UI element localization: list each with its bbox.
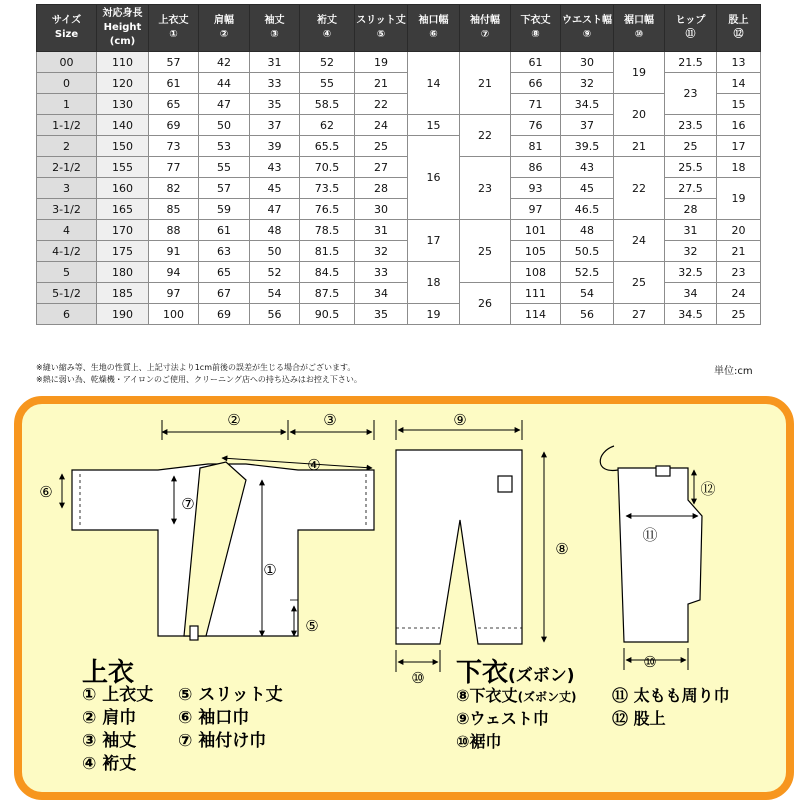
marker-12: ⑫ bbox=[700, 480, 716, 498]
table-cell: 35 bbox=[250, 94, 300, 115]
table-cell: 47 bbox=[199, 94, 250, 115]
legend-item-cuff-width: ⑥ 袖口巾 bbox=[178, 708, 250, 728]
pants-title-main: 下衣 bbox=[456, 658, 509, 688]
table-cell: 63 bbox=[199, 241, 250, 262]
table-cell: 33 bbox=[250, 73, 300, 94]
jacket-drawing bbox=[72, 462, 374, 640]
table-cell: 55 bbox=[199, 157, 250, 178]
table-cell: 81.5 bbox=[300, 241, 355, 262]
pants-patch bbox=[498, 476, 512, 492]
table-cell: 52 bbox=[250, 262, 300, 283]
note-heat: ※熱に弱い為、乾燥機・アイロンのご使用、クリーニング店への持ち込みはお控え下さい。 bbox=[36, 375, 362, 384]
column-header-line: ウエスト幅 bbox=[562, 15, 612, 26]
column-header-line: 袖付幅 bbox=[470, 15, 500, 26]
table-cell: 71 bbox=[511, 94, 561, 115]
column-header-line: Height bbox=[103, 22, 142, 33]
table-cell: 81 bbox=[511, 136, 561, 157]
table-cell: 76 bbox=[511, 115, 561, 136]
column-header-line: ⑤ bbox=[376, 29, 386, 40]
table-cell: 50.5 bbox=[561, 241, 614, 262]
table-cell: 85 bbox=[149, 199, 199, 220]
table-cell: 16 bbox=[408, 136, 460, 220]
table-cell: 39 bbox=[250, 136, 300, 157]
table-cell: 87.5 bbox=[300, 283, 355, 304]
pants-side-outline bbox=[618, 468, 702, 642]
table-cell: 15 bbox=[408, 115, 460, 136]
table-cell: 44 bbox=[199, 73, 250, 94]
table-cell: 97 bbox=[149, 283, 199, 304]
column-header-line: ⑧ bbox=[531, 29, 540, 40]
table-cell: 18 bbox=[408, 262, 460, 304]
table-cell: 86 bbox=[511, 157, 561, 178]
table-cell: 19 bbox=[355, 52, 408, 73]
pants-title-sub: (ズボン) bbox=[508, 666, 575, 686]
marker-5: ⑤ bbox=[305, 617, 319, 635]
table-cell: 94 bbox=[149, 262, 199, 283]
table-cell: 32.5 bbox=[665, 262, 717, 283]
table-cell: 24 bbox=[355, 115, 408, 136]
column-header-line: 肩幅 bbox=[214, 15, 234, 26]
marker-6: ⑥ bbox=[39, 483, 53, 501]
table-cell: 1 bbox=[37, 94, 97, 115]
table-cell: 17 bbox=[717, 136, 761, 157]
table-cell: 155 bbox=[97, 157, 149, 178]
marker-1: ① bbox=[263, 561, 277, 579]
table-cell: 21 bbox=[460, 52, 511, 115]
column-header-line: (cm) bbox=[109, 36, 136, 47]
column-header-line: Size bbox=[54, 29, 79, 40]
table-cell: 105 bbox=[511, 241, 561, 262]
table-cell: 69 bbox=[149, 115, 199, 136]
table-cell: 56 bbox=[561, 304, 614, 325]
pants-legend-col2 bbox=[612, 684, 730, 730]
legend-item-hem-width: ⑩裾巾 bbox=[456, 732, 502, 751]
table-cell: 19 bbox=[614, 52, 665, 94]
table-cell: 43 bbox=[561, 157, 614, 178]
column-header-line: サイズ bbox=[51, 15, 82, 26]
table-cell: 88 bbox=[149, 220, 199, 241]
legend-item-pants-length: ⑧下衣丈(ズボン丈) bbox=[456, 686, 577, 705]
table-cell: 34.5 bbox=[561, 94, 614, 115]
column-header-line: ① bbox=[169, 29, 178, 40]
table-cell: 24 bbox=[717, 283, 761, 304]
table-cell: 65 bbox=[149, 94, 199, 115]
table-cell: 39.5 bbox=[561, 136, 614, 157]
column-header-line: 上衣丈 bbox=[158, 15, 189, 26]
table-cell: 52 bbox=[300, 52, 355, 73]
table-cell: 185 bbox=[97, 283, 149, 304]
table-cell: 57 bbox=[199, 178, 250, 199]
table-cell: 4 bbox=[37, 220, 97, 241]
table-cell: 21 bbox=[717, 241, 761, 262]
marker-2: ② bbox=[227, 411, 241, 429]
table-cell: 65 bbox=[199, 262, 250, 283]
table-cell: 5-1/2 bbox=[37, 283, 97, 304]
table-cell: 2-1/2 bbox=[37, 157, 97, 178]
note-tolerance: ※縫い縮み等、生地の性質上、上記寸法より1cm前後の誤差が生じる場合がございます。 bbox=[36, 363, 356, 372]
column-header-line: ⑥ bbox=[429, 29, 438, 40]
table-cell: 84.5 bbox=[300, 262, 355, 283]
table-cell: 24 bbox=[614, 220, 665, 262]
table-cell: 25 bbox=[665, 136, 717, 157]
table-cell: 170 bbox=[97, 220, 149, 241]
table-cell: 140 bbox=[97, 115, 149, 136]
table-cell: 22 bbox=[614, 157, 665, 220]
table-cell: 54 bbox=[250, 283, 300, 304]
table-cell: 22 bbox=[355, 94, 408, 115]
table-cell: 27.5 bbox=[665, 178, 717, 199]
table-cell: 25 bbox=[614, 262, 665, 304]
table-cell: 70.5 bbox=[300, 157, 355, 178]
table-cell: 25 bbox=[717, 304, 761, 325]
table-cell: 27 bbox=[355, 157, 408, 178]
table-cell: 27 bbox=[614, 304, 665, 325]
table-cell: 100 bbox=[149, 304, 199, 325]
table-cell: 114 bbox=[511, 304, 561, 325]
table-cell: 25 bbox=[460, 220, 511, 283]
pants-legend-col1 bbox=[456, 684, 577, 753]
column-header-line: ⑦ bbox=[480, 29, 490, 40]
table-cell: 160 bbox=[97, 178, 149, 199]
legend-item-sleeve-length: ③ 袖丈 bbox=[82, 731, 137, 751]
table-cell: 57 bbox=[149, 52, 199, 73]
table-cell: 50 bbox=[250, 241, 300, 262]
column-header-line: 下衣丈 bbox=[520, 15, 551, 26]
table-cell: 53 bbox=[199, 136, 250, 157]
table-cell: 14 bbox=[408, 52, 460, 115]
table-cell: 32 bbox=[561, 73, 614, 94]
table-cell: 52.5 bbox=[561, 262, 614, 283]
table-cell: 17 bbox=[408, 220, 460, 262]
marker-3: ③ bbox=[323, 411, 337, 429]
marker-7: ⑦ bbox=[181, 495, 195, 513]
table-cell: 23.5 bbox=[665, 115, 717, 136]
pants-side-cord bbox=[600, 446, 618, 470]
table-cell: 58.5 bbox=[300, 94, 355, 115]
table-cell: 61 bbox=[511, 52, 561, 73]
table-cell: 15 bbox=[717, 94, 761, 115]
table-cell: 46.5 bbox=[561, 199, 614, 220]
table-cell: 56 bbox=[250, 304, 300, 325]
table-cell: 78.5 bbox=[300, 220, 355, 241]
column-header-line: ② bbox=[219, 29, 229, 40]
table-cell: 77 bbox=[149, 157, 199, 178]
table-cell: 73 bbox=[149, 136, 199, 157]
table-cell: 28 bbox=[665, 199, 717, 220]
table-cell: 1-1/2 bbox=[37, 115, 97, 136]
table-cell: 55 bbox=[300, 73, 355, 94]
table-cell: 20 bbox=[717, 220, 761, 241]
table-cell: 130 bbox=[97, 94, 149, 115]
table-cell: 59 bbox=[199, 199, 250, 220]
legend-item-yuki-length: ④ 裄丈 bbox=[82, 754, 137, 774]
table-cell: 35 bbox=[355, 304, 408, 325]
marker-9: ⑨ bbox=[453, 411, 467, 429]
table-cell: 3-1/2 bbox=[37, 199, 97, 220]
pants-front-drawing bbox=[396, 450, 522, 644]
table-cell: 21.5 bbox=[665, 52, 717, 73]
table-cell: 21 bbox=[355, 73, 408, 94]
table-cell: 4-1/2 bbox=[37, 241, 97, 262]
table-cell: 50 bbox=[199, 115, 250, 136]
table-cell: 165 bbox=[97, 199, 149, 220]
table-cell: 31 bbox=[250, 52, 300, 73]
table-cell: 25 bbox=[355, 136, 408, 157]
jacket-title: 上衣 bbox=[82, 658, 135, 688]
table-cell: 45 bbox=[250, 178, 300, 199]
table-cell: 37 bbox=[250, 115, 300, 136]
legend-item-armhole-width: ⑦ 袖付け巾 bbox=[178, 731, 267, 751]
column-header-line: 袖口幅 bbox=[418, 15, 449, 26]
table-cell: 34 bbox=[355, 283, 408, 304]
table-cell: 190 bbox=[97, 304, 149, 325]
legend-item-slit-length: ⑤ スリット丈 bbox=[178, 685, 283, 705]
table-cell: 23 bbox=[717, 262, 761, 283]
table-cell: 101 bbox=[511, 220, 561, 241]
column-header-line: ⑩ bbox=[634, 29, 644, 40]
marker-10-side: ⑩ bbox=[643, 653, 657, 671]
table-cell: 14 bbox=[717, 73, 761, 94]
table-cell: 0 bbox=[37, 73, 97, 94]
legend-item-waist-width: ⑨ウェスト巾 bbox=[456, 709, 549, 728]
table-cell: 23 bbox=[665, 73, 717, 115]
column-header-line: 袖丈 bbox=[264, 15, 285, 26]
table-cell: 37 bbox=[561, 115, 614, 136]
column-header-line: 対応身長 bbox=[102, 8, 143, 19]
table-cell: 32 bbox=[665, 241, 717, 262]
table-cell: 34 bbox=[665, 283, 717, 304]
table-cell: 91 bbox=[149, 241, 199, 262]
table-cell: 3 bbox=[37, 178, 97, 199]
column-header-line: ⑪ bbox=[685, 29, 696, 40]
table-cell: 90.5 bbox=[300, 304, 355, 325]
table-cell: 43 bbox=[250, 157, 300, 178]
table-cell: 48 bbox=[250, 220, 300, 241]
table-cell: 23 bbox=[460, 157, 511, 220]
column-header-line: ③ bbox=[270, 29, 279, 40]
table-cell: 73.5 bbox=[300, 178, 355, 199]
table-cell: 120 bbox=[97, 73, 149, 94]
table-cell: 66 bbox=[511, 73, 561, 94]
jacket-belt-knot bbox=[190, 626, 198, 640]
table-cell: 45 bbox=[561, 178, 614, 199]
table-cell: 21 bbox=[614, 136, 665, 157]
table-cell: 93 bbox=[511, 178, 561, 199]
marker-11: ⑪ bbox=[642, 526, 658, 544]
table-cell: 47 bbox=[250, 199, 300, 220]
column-header-line: 裄丈 bbox=[317, 15, 337, 26]
table-cell: 61 bbox=[149, 73, 199, 94]
table-cell: 19 bbox=[408, 304, 460, 325]
table-cell: 76.5 bbox=[300, 199, 355, 220]
marker-10-front: ⑩ bbox=[411, 669, 425, 687]
table-cell: 6 bbox=[37, 304, 97, 325]
table-cell: 69 bbox=[199, 304, 250, 325]
jacket-legend-col1 bbox=[82, 684, 153, 776]
table-cell: 62 bbox=[300, 115, 355, 136]
jacket-legend-col2 bbox=[178, 684, 283, 753]
table-cell: 34.5 bbox=[665, 304, 717, 325]
table-cell: 22 bbox=[460, 115, 511, 157]
table-cell: 20 bbox=[614, 94, 665, 136]
table-cell: 110 bbox=[97, 52, 149, 73]
table-cell: 33 bbox=[355, 262, 408, 283]
table-cell: 28 bbox=[355, 178, 408, 199]
legend-item-shoulder-width: ② 肩巾 bbox=[82, 708, 137, 728]
table-cell: 61 bbox=[199, 220, 250, 241]
table-cell: 82 bbox=[149, 178, 199, 199]
pants-side-drawing bbox=[600, 446, 702, 642]
pants-side-waistband bbox=[656, 466, 670, 476]
table-cell: 26 bbox=[460, 283, 511, 325]
table-cell: 13 bbox=[717, 52, 761, 73]
table-cell: 5 bbox=[37, 262, 97, 283]
table-cell: 111 bbox=[511, 283, 561, 304]
marker-4: ④ bbox=[307, 456, 321, 474]
column-header-line: 股上 bbox=[728, 15, 749, 26]
table-cell: 25.5 bbox=[665, 157, 717, 178]
table-cell: 42 bbox=[199, 52, 250, 73]
table-cell: 31 bbox=[665, 220, 717, 241]
table-cell: 54 bbox=[561, 283, 614, 304]
table-cell: 2 bbox=[37, 136, 97, 157]
legend-item-rise: ⑫ 股上 bbox=[612, 709, 666, 728]
table-cell: 180 bbox=[97, 262, 149, 283]
table-cell: 48 bbox=[561, 220, 614, 241]
column-header-line: ④ bbox=[322, 29, 332, 40]
legend-item-jacket-length: ① 上衣丈 bbox=[82, 685, 154, 705]
table-cell: 175 bbox=[97, 241, 149, 262]
table-cell: 18 bbox=[717, 157, 761, 178]
table-cell: 108 bbox=[511, 262, 561, 283]
legend-item-thigh-width: ⑪ 太もも周り巾 bbox=[612, 686, 730, 705]
table-cell: 19 bbox=[717, 178, 761, 220]
table-cell: 32 bbox=[355, 241, 408, 262]
table-cell: 30 bbox=[355, 199, 408, 220]
legend-item-pants-length-note: (ズボン丈) bbox=[517, 690, 577, 704]
column-header-line: ヒップ bbox=[675, 15, 706, 26]
table-cell: 00 bbox=[37, 52, 97, 73]
table-cell: 16 bbox=[717, 115, 761, 136]
table-cell: 150 bbox=[97, 136, 149, 157]
table-cell: 67 bbox=[199, 283, 250, 304]
column-header-line: ⑫ bbox=[733, 29, 744, 40]
table-cell: 65.5 bbox=[300, 136, 355, 157]
measurement-markers bbox=[39, 411, 715, 687]
marker-8: ⑧ bbox=[555, 540, 569, 558]
column-header-line: スリット丈 bbox=[356, 15, 406, 26]
column-header-line: ⑨ bbox=[582, 29, 592, 40]
column-header-line: 裾口幅 bbox=[624, 15, 654, 26]
table-cell: 97 bbox=[511, 199, 561, 220]
unit-label: 単位:cm bbox=[714, 366, 753, 377]
table-cell: 31 bbox=[355, 220, 408, 241]
table-cell: 30 bbox=[561, 52, 614, 73]
